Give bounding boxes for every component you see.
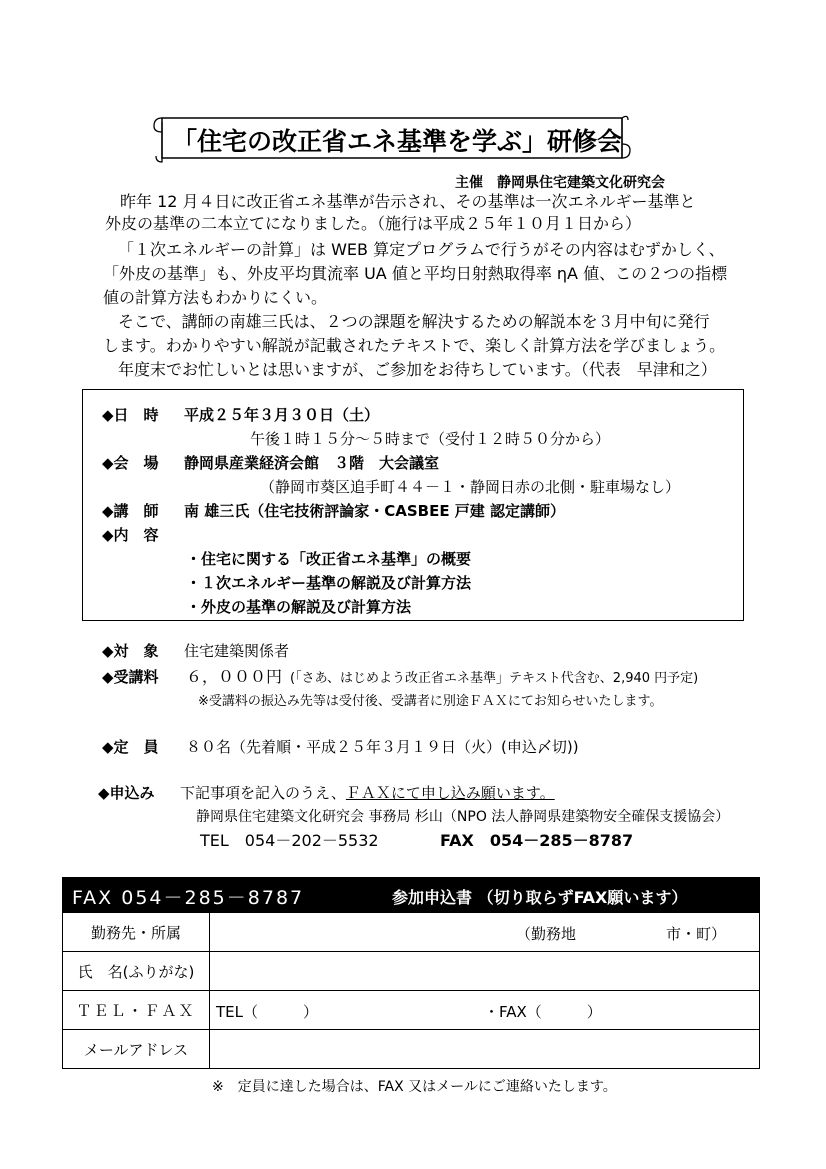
lecturer-label: ◆講 師 [102,502,159,520]
intro-line: 外皮の基準の二本立てになりました。（施行は平成２５年１０月１日から） [105,214,642,233]
tel-number: TEL 054－202－5532 [200,831,379,850]
organizer: 主催 静岡県住宅建築文化研究会 [455,175,665,191]
date-value: 平成２５年３月３０日（土） [184,406,380,424]
name-field[interactable] [210,952,760,991]
intro-line: します。わかりやすい解説が記載されたテキストで、楽しく計算方法を学びましょう。 [103,336,726,355]
form-row-name [63,952,760,991]
name-label: 氏 名(ふりがな) [63,952,210,991]
footer-note: ※ 定員に達した場合は、FAX 又はメールにご連絡いたします。 [212,1079,617,1095]
form-header-fax: FAX 054－285－8787 [72,887,305,909]
fee-label: ◆受講料 [102,668,159,686]
company-label: 勤務先・所属 [63,913,210,952]
company-field[interactable] [210,913,760,952]
form-row-company [63,913,760,952]
intro-line: 「外皮の基準」も、外皮平均貫流率 UA 値と平均日射熱取得率 ηA 値、この２つの指標 [103,264,728,283]
lecturer-value: 南 雄三氏（住宅技術評論家・CASBEE 戸建 認定講師） [184,502,566,520]
content-item: ・住宅に関する「改正省エネ基準」の概要 [186,550,472,568]
email-field[interactable] [210,1030,760,1069]
application-form [62,912,760,1069]
fee-transfer-note: ※受講料の振込み先等は受付後、受講者に別途ＦＡＸにてお知らせいたします。 [198,694,663,709]
capacity-label: ◆定 員 [102,738,159,756]
company-location-hint: （勤務地 市・町） [516,925,727,943]
intro-line: 値の計算方法もわかりにくい。 [103,288,328,307]
content-item: ・１次エネルギー基準の解説及び計算方法 [186,574,472,592]
target-value: 住宅建築関係者 [184,642,290,660]
apply-text-prefix: 下記事項を記入のうえ、 [180,784,346,802]
time-value: 午後１時１５分～５時まで（受付１２時５０分から） [250,430,611,448]
title-banner [152,112,632,166]
venue-address: （静岡市葵区追手町４４－１・静岡日赤の北側・駐車場なし） [260,478,681,496]
intro-line: 「１次エネルギーの計算」は WEB 算定プログラムで行うがその内容はむずかしく、 [118,240,725,259]
telfax-field[interactable] [210,991,760,1030]
fax-number: FAX 054－285－8787 [440,831,634,850]
venue-value: 静岡県産業経済会館 ３階 大会議室 [184,454,440,472]
form-header [62,877,760,912]
intro-line: そこで、講師の南雄三氏は、２つの課題を解決するための解説本を３月中旬に発行 [118,312,710,331]
tel-field-label: TEL（ ） [216,1003,318,1021]
apply-text [180,782,555,803]
apply-text-fax: ＦＡＸにて申し込み願います。 [345,784,555,802]
apply-label: ◆申込み [98,784,155,802]
page-title: 「住宅の改正省エネ基準を学ぶ」研修会 [172,127,623,156]
form-row-email [63,1030,760,1069]
email-label: メールアドレス [63,1030,210,1069]
content-item: ・外皮の基準の解説及び計算方法 [186,598,412,616]
form-header-title: 参加申込書 （切り取らずFAX願います） [392,888,688,907]
intro-line: 昨年 12 月４日に改正省エネ基準が告示され、その基準は一次エネルギー基準と [120,192,696,211]
content-label: ◆内 容 [102,526,159,544]
target-label: ◆対 象 [102,642,159,660]
form-row-telfax [63,991,760,1030]
date-label: ◆日 時 [102,406,159,424]
secretariat: 静岡県住宅建築文化研究会 事務局 杉山（NPO 法人静岡県建築物安全確保支援協会） [196,809,730,825]
fax-field-label: ・FAX（ ） [484,1003,602,1021]
intro-line: 年度末でお忙しいとは思いますが、ご参加をお待ちしています。（代表 早津和之） [118,360,717,379]
telfax-label: ＴＥＬ・ＦＡＸ [63,991,210,1030]
venue-label: ◆会 場 [102,454,159,472]
capacity-value: ８０名（先着順・平成２５年３月１９日（火）(申込〆切)) [186,738,579,756]
fee-value: ６，０００円 [186,667,283,686]
fee-note: (「さあ、はじめよう改正省エネ基準」テキスト代含む、2,940 円予定) [290,671,699,686]
